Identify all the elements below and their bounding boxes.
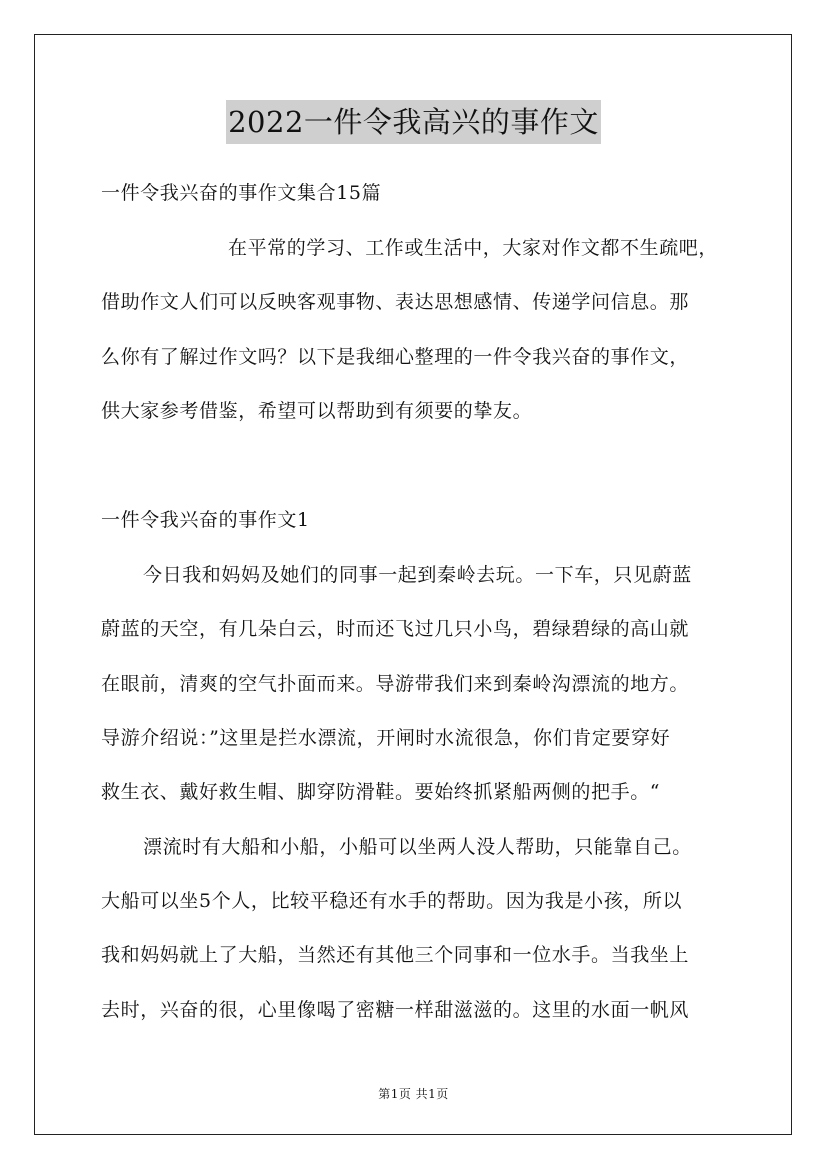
- intro-line-4: 供大家参考借鉴，希望可以帮助到有须要的挚友。: [101, 400, 533, 422]
- paragraph2-line-1: 漂流时有大船和小船，小船可以坐两人没人帮助，只能靠自己。: [143, 836, 692, 858]
- paragraph2-line-3: 我和妈妈就上了大船，当然还有其他三个同事和一位水手。当我坐上: [101, 944, 690, 966]
- intro-line-2: 借助作文人们可以反映客观事物、表达思想感情、传递学问信息。那: [101, 291, 690, 313]
- document-title-text: 2022一件令我高兴的事作文: [226, 100, 601, 144]
- document-title: [0, 100, 827, 144]
- intro-line-3: 么你有了解过作文吗？以下是我细心整理的一件令我兴奋的事作文，: [101, 346, 690, 368]
- paragraph2-line-2: 大船可以坐5个人，比较平稳还有水手的帮助。因为我是小孩，所以: [101, 890, 683, 912]
- paragraph1-line-5: 救生衣、戴好救生帽、脚穿防滑鞋。要始终抓紧船两侧的把手。“: [101, 781, 661, 803]
- intro-line-1: 在平常的学习、工作或生活中，大家对作文都不生疏吧，: [228, 237, 719, 259]
- document-subtitle: 一件令我兴奋的事作文集合15篇: [101, 182, 382, 204]
- paragraph1-line-3: 在眼前，清爽的空气扑面而来。导游带我们来到秦岭沟漂流的地方。: [101, 673, 690, 695]
- paragraph2-line-4: 去时，兴奋的很，心里像喝了密糖一样甜滋滋的。这里的水面一帆风: [101, 999, 690, 1021]
- paragraph1-line-4: 导游介绍说：”这里是拦水漂流，开闸时水流很急，你们肯定要穿好: [101, 727, 671, 749]
- paragraph1-line-2: 蔚蓝的天空，有几朵白云，时而还飞过几只小鸟，碧绿碧绿的高山就: [101, 618, 690, 640]
- page-footer: 第1页 共1页: [378, 1087, 449, 1101]
- section-heading: 一件令我兴奋的事作文1: [101, 509, 310, 531]
- paragraph1-line-1: 今日我和妈妈及她们的同事一起到秦岭去玩。一下车，只见蔚蓝: [143, 564, 692, 586]
